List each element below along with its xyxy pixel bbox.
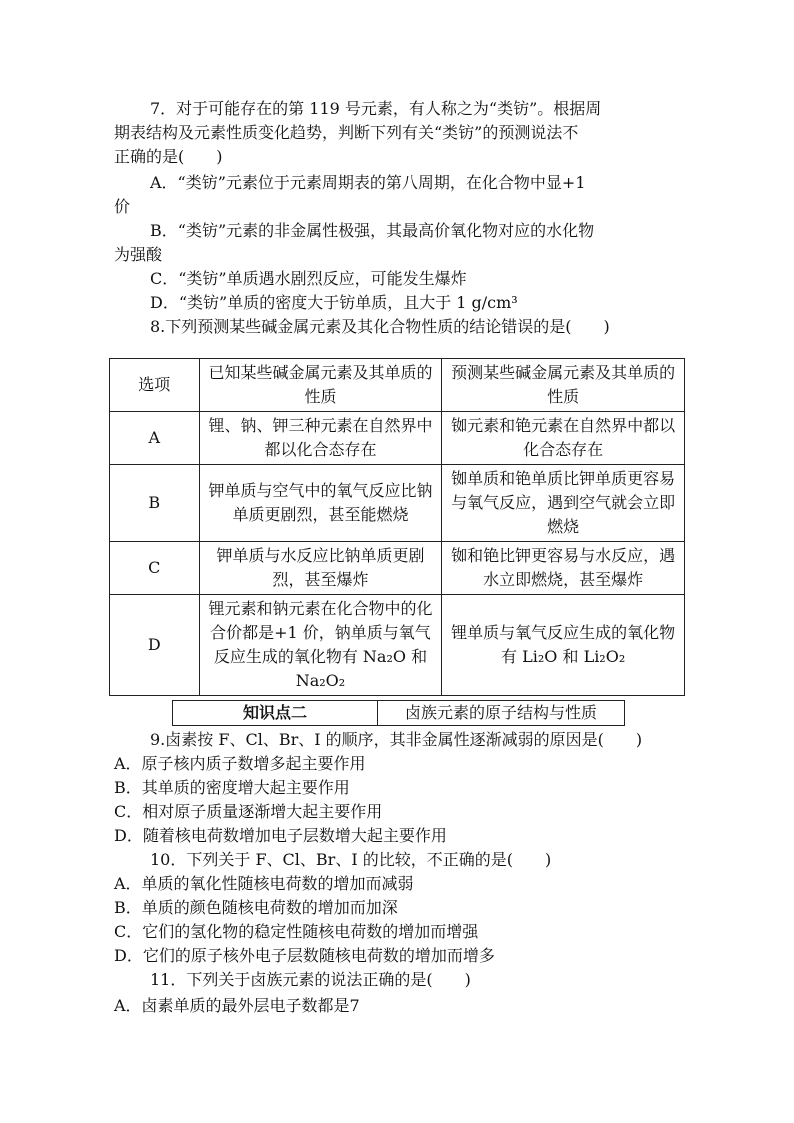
table-cell-option: D — [110, 595, 200, 696]
q10-option-b: B．单质的颜色随核电荷数的增加而加深 — [114, 898, 398, 917]
q11-option-a: A．卤素单质的最外层电子数都是7 — [114, 996, 360, 1015]
q7-stem-line-3: 正确的是( ) — [114, 147, 223, 166]
table-row — [110, 465, 685, 542]
q10-option-c: C．它们的氢化物的稳定性随核电荷数的增加而增强 — [114, 922, 479, 941]
table-cell-predict: 锂单质与氧气反应生成的氧化物有 Li₂O 和 Li₂O₂ — [442, 595, 685, 696]
table-row — [110, 595, 685, 696]
table-cell-known: 钾单质与空气中的氧气反应比钠单质更剧烈，甚至能燃烧 — [199, 465, 442, 542]
q11-stem: 11．下列关于卤族元素的说法正确的是( ) — [150, 970, 471, 989]
q7-option-a-cont: 价 — [114, 197, 131, 216]
table-cell-known: 锂、钠、钾三种元素在自然界中都以化合态存在 — [199, 412, 442, 465]
knowledge-point-topic: 卤族元素的原子结构与性质 — [404, 703, 597, 722]
table-header-cell: 选项 — [110, 359, 200, 412]
q9-stem: 9.卤素按 F、Cl、Br、I 的顺序，其非金属性逐渐减弱的原因是( ) — [150, 730, 643, 749]
table-cell-predict: 铷单质和铯单质比钾单质更容易与氧气反应，遇到空气就会立即燃烧 — [442, 465, 685, 542]
table-header-cell: 预测某些碱金属元素及其单质的性质 — [442, 359, 685, 412]
knowledge-point-box — [172, 700, 625, 726]
q9-option-a: A．原子核内质子数增多起主要作用 — [114, 754, 366, 773]
table-cell-predict: 铷和铯比钾更容易与水反应，遇水立即燃烧，甚至爆炸 — [442, 542, 685, 595]
q10-option-d: D．它们的原子核外电子层数随核电荷数的增加而增多 — [114, 946, 495, 965]
q9-option-d: D．随着核电荷数增加电子层数增大起主要作用 — [114, 826, 447, 845]
q7-option-b-cont: 为强酸 — [114, 245, 163, 264]
q8-stem: 8.下列预测某些碱金属元素及其化合物性质的结论错误的是( ) — [150, 317, 610, 336]
q7-option-b: B．“类钫”元素的非金属性极强，其最高价氧化物对应的水化物 — [150, 221, 595, 240]
table-cell-known: 钾单质与水反应比钠单质更剧烈，甚至爆炸 — [199, 542, 442, 595]
table-row — [110, 412, 685, 465]
q10-stem: 10．下列关于 F、Cl、Br、I 的比较，不正确的是( ) — [150, 850, 552, 869]
table-header-cell: 已知某些碱金属元素及其单质的性质 — [199, 359, 442, 412]
comparison-table — [109, 358, 685, 696]
table-header-row — [110, 359, 685, 412]
q10-option-a: A．单质的氧化性随核电荷数的增加而减弱 — [114, 874, 414, 893]
q7-option-a: A．“类钫”元素位于元素周期表的第八周期，在化合物中显+1 — [150, 173, 586, 192]
q7-stem-line-1: 7．对于可能存在的第 119 号元素，有人称之为“类钫”。根据周 — [150, 99, 602, 118]
table-cell-predict: 铷元素和铯元素在自然界中都以化合态存在 — [442, 412, 685, 465]
q7-option-c: C．“类钫”单质遇水剧烈反应，可能发生爆炸 — [150, 269, 467, 288]
table-cell-known: 锂元素和钠元素在化合物中的化合价都是+1 价，钠单质与氧气反应生成的氧化物有 Na₂O 和 Na₂O₂ — [199, 595, 442, 696]
q7-option-d: D．“类钫”单质的密度大于钫单质，且大于 1 g/cm³ — [150, 293, 518, 312]
q9-option-c: C．相对原子质量逐渐增大起主要作用 — [114, 802, 383, 821]
table-cell-option: B — [110, 465, 200, 542]
table-row — [110, 542, 685, 595]
knowledge-point-label: 知识点二 — [173, 701, 378, 725]
table-cell-option: A — [110, 412, 200, 465]
q9-option-b: B．其单质的密度增大起主要作用 — [114, 778, 350, 797]
table-cell-option: C — [110, 542, 200, 595]
q7-stem-line-2: 期表结构及元素性质变化趋势，判断下列有关“类钫”的预测说法不 — [114, 123, 579, 142]
